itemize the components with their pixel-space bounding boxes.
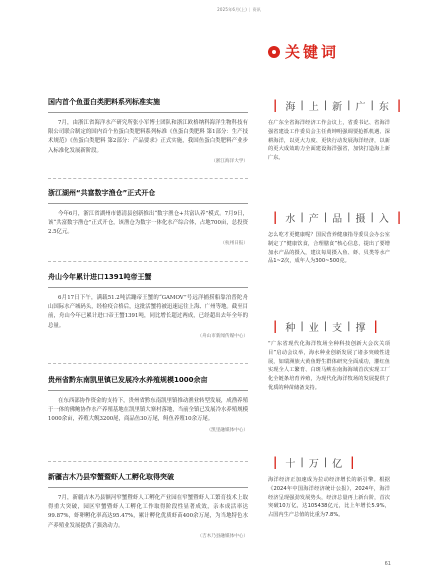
keyword-char: 入 bbox=[378, 213, 390, 225]
keyword-char: 撑 bbox=[355, 322, 367, 334]
keywords-title: 关键词 bbox=[285, 43, 340, 61]
keyword-char: 十 bbox=[285, 458, 297, 470]
keyword-description: “广东省现代化海洋牧场全种科技创新大会次关项目”启动会议举，海水种业创新发展了诸多突破性进展，如瑞洲族大黄鱼野生群体研究全面成功，灌红鱼实现全人工繁育、白斑马鲅在南海海域首次实现工厂化全链条培育养殖，为现代化海洋牧场的发展提供了优质的种苗储备支持。 bbox=[268, 341, 390, 391]
article-source: （浙江海洋大学） bbox=[211, 158, 248, 164]
article-body: 7月，新疆吉木乃县额河窄蟹暨虾人工孵化产业园在窄蟹暨虾人工繁育技术上取得重大突破，园区窄蟹暨虾人工孵化工作取得阶段性显著成效，亲本成活率达99.87%，虾卵孵化率高达95.47%，累计孵化优质虾苗400余万尾，为当地特色水产养殖业发展提供了强劲动力。 bbox=[48, 495, 248, 529]
keyword-char: 广 bbox=[355, 101, 367, 113]
title-rule bbox=[48, 203, 248, 204]
article-source: （杭州日报） bbox=[220, 240, 248, 246]
bracket-bar-icon: | bbox=[396, 98, 403, 112]
article-title: 舟山今年累计进口1391吨帝王蟹 bbox=[48, 273, 152, 281]
keyword-char: 支 bbox=[332, 322, 344, 334]
bracket-bar-icon: | bbox=[273, 319, 279, 333]
header-separator: | bbox=[249, 7, 251, 12]
article-title: 贵州省黔东南凯里镇已发展冷水养殖规模1000余亩 bbox=[48, 376, 208, 384]
article-body: 今年6月，浙江省湖州市德清县创新推出“数字渔仓+共富认养”模式。7月9日，该“共富数字渔仓”正式开仓，该渔仓为数字一体化水产综合体，占地700亩，总投资2.5亿元。 bbox=[48, 211, 248, 236]
title-rule bbox=[48, 390, 248, 391]
article-source: （凯里融媒体中心） bbox=[206, 427, 248, 433]
keyword-char: 业 bbox=[308, 322, 320, 334]
article-title: 浙江湖州“共富数字渔仓”正式开仓 bbox=[48, 189, 156, 197]
article-divider bbox=[48, 363, 248, 365]
article-title: 国内首个鱼蛋白类肥料系列标准实施 bbox=[48, 98, 160, 106]
keyword-char: 上 bbox=[308, 101, 320, 113]
keyword-term: | 海 | 上 | 新 | 广 | 东 | bbox=[273, 98, 403, 113]
header-date: 2025年6月(上) bbox=[217, 7, 248, 12]
article-king-crab-import bbox=[48, 272, 248, 339]
keyword-char: 品 bbox=[332, 213, 344, 225]
keyword-term: | 水 | 产 | 品 | 摄 | 入 | bbox=[273, 210, 403, 225]
bracket-bar-icon: | bbox=[273, 455, 279, 469]
keyword-char: 新 bbox=[332, 101, 344, 113]
keyword-term: | 十 | 万 | 亿 | bbox=[273, 455, 356, 470]
keyword-char: 东 bbox=[378, 101, 390, 113]
title-rule bbox=[48, 487, 248, 488]
article-divider bbox=[48, 178, 248, 180]
bracket-bar-icon: | bbox=[373, 319, 379, 333]
keyword-description: 在广东全省海洋经济工作会议上，省委书记、省海洋强省建设工作委员会主任黄坤明强调要抢抓机遇、深耕海洋，以更大力度、更快行动发展海洋经济，以新的更大成效助力全面建设海洋强省，加快打造海上新广东。 bbox=[268, 120, 390, 162]
keyword-char: 水 bbox=[285, 213, 297, 225]
keyword-block bbox=[268, 452, 390, 520]
article-body: 7月，由浙江省海洋水产研究所张小军博士团队和浙江欧格纳科海洋生物科技有限公司联合制定的国内首个鱼蛋白类肥料系列标准《鱼蛋白类肥料 第1部分：生产技术规范》《鱼蛋白类肥料 第2部分：产品要求》正式实施，我国鱼蛋白类肥料产业步入标准化发展新阶段。 bbox=[48, 120, 248, 154]
keyword-description: 海洋经济正加速成为拉动经济增长的新引擎。根据《2024年中国海洋经济统计公报》，2024年，海洋经济呈现强劲发展势头，经济总量再上新台阶，首次突破10万亿，达105438亿元，比上年增长5.9%，占国内生产总值的比重为7.8%。 bbox=[268, 477, 390, 519]
article-body: 6月17日下午，满载51.2吨活蹦帝王蟹的“GAMOV”号远洋捕捞船靠泊普陀舟山国际水产城码头，经检疫合格后，这批活蟹将被迅速运往上海、广州等地。截至目前，舟山今年已累计进口帝王蟹1391吨，同比增长超过两成，已经超出去年全年的总量。 bbox=[48, 295, 248, 329]
keyword-char: 亿 bbox=[332, 458, 344, 470]
keyword-char: 摄 bbox=[355, 213, 367, 225]
article-fish-fertilizer bbox=[48, 97, 248, 164]
bracket-bar-icon: | bbox=[273, 210, 279, 224]
keyword-block bbox=[268, 207, 403, 266]
keyword-char: 产 bbox=[308, 213, 320, 225]
keyword-char: 种 bbox=[285, 322, 297, 334]
article-xinjiang-shrimp bbox=[48, 472, 248, 539]
article-guizhou-coldwater bbox=[48, 375, 248, 433]
article-body: 在东西部协作资金的支持下，贵州省黔东南凯里镇推动渔业转型发展，成渔养殖于一体的佛鲍协作水产养殖基地在凯里镇大寨村落地，当前全镇已发展冷水养殖规模1000余亩，养殖大鲵3200尾，商品鱼30万尾，鲟鱼养殖10余万尾。 bbox=[48, 398, 248, 423]
title-rule bbox=[48, 112, 248, 113]
page-number: 61 bbox=[384, 561, 391, 567]
article-divider bbox=[48, 461, 248, 463]
header-section: 资讯 bbox=[252, 7, 261, 12]
article-source: （吉木乃县融媒体中心） bbox=[197, 533, 248, 539]
page-header bbox=[217, 7, 261, 13]
keyword-char: 海 bbox=[285, 101, 297, 113]
keyword-block bbox=[268, 316, 390, 393]
keywords-heading bbox=[268, 41, 339, 62]
keyword-block bbox=[268, 95, 403, 163]
keyword-bullet-icon bbox=[268, 46, 280, 58]
keyword-description: 怎么吃才更健康呢？国民营养健康指导委员会办公室制定了“健康饮食，合理膳食”核心信息，提出了要增加水产品的摄入，建议每周摄入鱼、虾、贝类等水产品1~2次，成年人为300~500克。 bbox=[268, 232, 390, 265]
article-title: 新疆吉木乃县窄蟹暨虾人工孵化取得突破 bbox=[48, 473, 174, 481]
bracket-bar-icon: | bbox=[273, 98, 279, 112]
article-digital-fish-warehouse bbox=[48, 188, 248, 246]
title-rule bbox=[48, 287, 248, 288]
bracket-bar-icon: | bbox=[396, 210, 403, 224]
article-source: （舟山市新闻传媒中心） bbox=[197, 333, 248, 339]
keyword-char: 万 bbox=[308, 458, 320, 470]
bracket-bar-icon: | bbox=[350, 455, 356, 469]
article-divider bbox=[48, 261, 248, 263]
keyword-term: | 种 | 业 | 支 | 撑 | bbox=[273, 319, 379, 334]
